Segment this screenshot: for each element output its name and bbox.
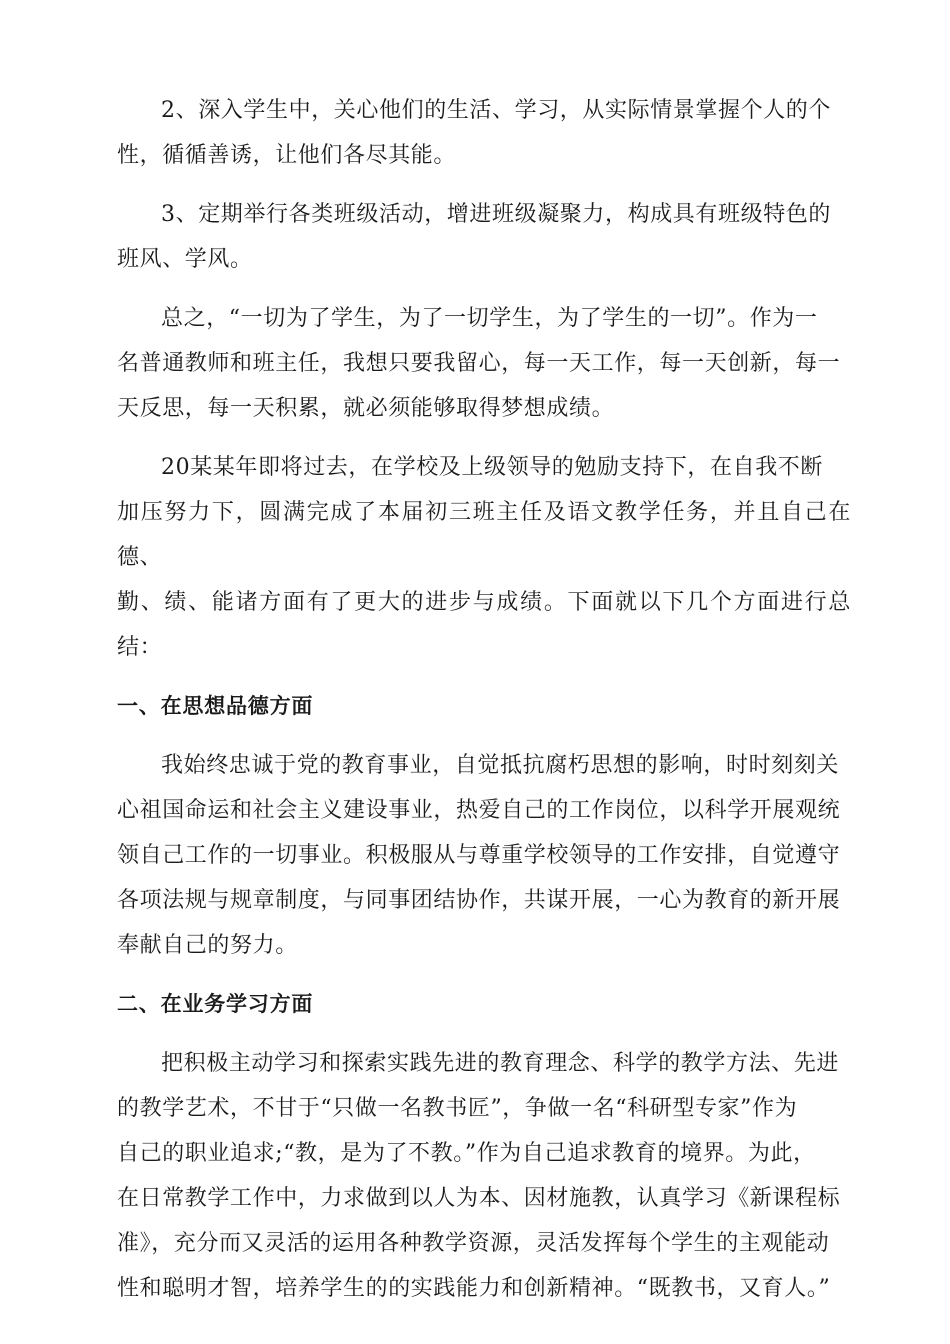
paragraph-summary [117, 296, 851, 431]
text-line: 天反思，每一天积累，就必须能够取得梦想成绩。 [117, 396, 615, 421]
text-line: 性和聪明才智，培养学生的的实践能力和创新精神。“既教书，又育人。” [117, 1276, 831, 1301]
text-line: 奉献自己的努力。 [117, 933, 298, 958]
text-line: 加压努力下，圆满完成了本届初三班主任及语文教学任务，并且自己在德、 [117, 500, 851, 570]
text-line: 名普通教师和班主任，我想只要我留心，每一天工作，每一天创新，每一 [117, 351, 841, 376]
text-line: 心祖国命运和社会主义建设事业，热爱自己的工作岗位，以科学开展观统 [117, 798, 841, 823]
paragraph-class-activities [117, 192, 851, 282]
text-line: 的教学艺术，不甘于“只做一名教书匠”，争做一名“科研型专家”作为 [117, 1096, 798, 1121]
paragraph-year-intro [117, 445, 851, 670]
section-heading-professional-study: 二、在业务学习方面 [117, 992, 314, 1016]
text-line: 性，循循善诱，让他们各尽其能。 [117, 143, 457, 168]
text-line: 2、深入学生中，关心他们的生活、学习，从实际情景掌握个人的个 [161, 98, 831, 123]
text-line: 班风、学风。 [117, 247, 253, 272]
text-line: 总之，“一切为了学生，为了一切学生，为了学生的一切”。作为一 [161, 306, 818, 331]
document-body [117, 88, 851, 1325]
paragraph-ideology [117, 743, 851, 968]
paragraph-student-care [117, 88, 851, 178]
section-heading-ideology: 一、在思想品德方面 [117, 694, 314, 718]
text-line: 3、定期举行各类班级活动，增进班级凝聚力，构成具有班级特色的 [161, 202, 831, 227]
text-line: 我始终忠诚于党的教育事业，自觉抵抗腐朽思想的影响，时时刻刻关 [161, 753, 840, 778]
text-line: 20某某年即将过去，在学校及上级领导的勉励支持下，在自我不断 [161, 455, 823, 480]
text-line: 领自己工作的一切事业。积极服从与尊重学校领导的工作安排，自觉遵守 [117, 843, 841, 868]
text-line: 各项法规与规章制度，与同事团结协作，共谋开展，一心为教育的新开展 [117, 888, 841, 913]
text-line: 自己的职业追求;“教，是为了不教。”作为自己追求教育的境界。为此， [117, 1141, 816, 1166]
text-line: 在日常教学工作中，力求做到以人为本、因材施教，认真学习《新课程标 [117, 1186, 841, 1211]
text-line: 勤、绩、能诸方面有了更大的进步与成绩。下面就以下几个方面进行总结： [117, 590, 851, 660]
paragraph-professional-study [117, 1041, 851, 1311]
text-line: 把积极主动学习和探索实践先进的教育理念、科学的教学方法、先进 [161, 1051, 840, 1076]
text-line: 准》，充分而又灵活的运用各种教学资源，灵活发挥每个学生的主观能动 [117, 1231, 830, 1256]
